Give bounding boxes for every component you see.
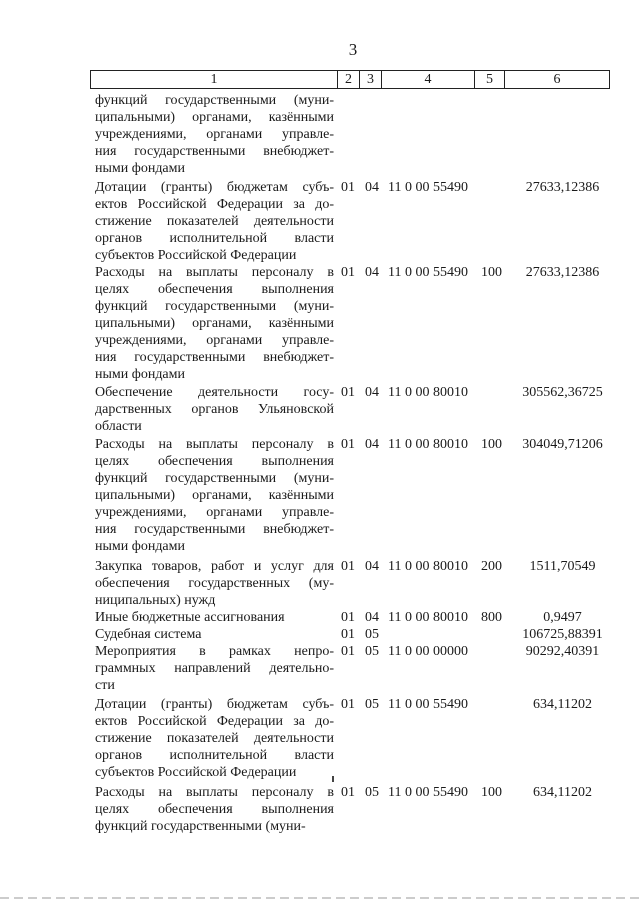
header-col-1: 1	[91, 71, 338, 88]
header-col-4: 4	[382, 71, 475, 88]
description-line: Дотации (гранты) бюджетам субъ-	[95, 697, 334, 712]
cell-c2: 01	[341, 610, 355, 625]
page-number: 3	[348, 40, 358, 59]
cell-c2: 01	[341, 785, 355, 800]
cell-c6: 305562,36725	[522, 385, 603, 400]
cell-c5: 100	[481, 265, 502, 280]
header-col-5: 5	[475, 71, 505, 88]
description-line: ектов Российской Федерации за до-	[95, 714, 334, 729]
cell-c6: 634,11202	[533, 785, 592, 800]
row-description	[95, 626, 334, 643]
cell-c5: 100	[481, 437, 502, 452]
description-line: органов исполнительной власти	[95, 231, 334, 246]
description-line: Расходы на выплаты персоналу в	[95, 265, 334, 280]
cell-c3: 04	[365, 385, 379, 400]
description-line: субъектов Российской Федерации	[95, 765, 297, 780]
cell-c3: 05	[365, 627, 379, 642]
row-description	[95, 264, 334, 383]
description-line: ципальными) органами, казёнными	[95, 316, 334, 331]
cell-c2: 01	[341, 627, 355, 642]
cell-c2: 01	[341, 265, 355, 280]
cell-c3: 05	[365, 644, 379, 659]
cell-c4: 11 0 00 00000	[388, 644, 468, 659]
description-line: Закупка товаров, работ и услуг для	[95, 559, 334, 574]
row-description	[95, 643, 334, 694]
cell-c3: 04	[365, 437, 379, 452]
scan-speck	[332, 776, 334, 782]
row-description	[95, 609, 334, 626]
cell-c4: 11 0 00 80010	[388, 610, 468, 625]
cell-c6: 90292,40391	[525, 644, 600, 659]
cell-c6: 0,9497	[543, 610, 582, 625]
description-line: учреждениями, органами управле-	[95, 127, 334, 142]
description-line: Иные бюджетные ассигнования	[95, 610, 285, 625]
header-col-3: 3	[360, 71, 382, 88]
cell-c3: 04	[365, 265, 379, 280]
cell-c3: 05	[365, 697, 379, 712]
cell-c6: 634,11202	[533, 697, 592, 712]
cell-c6: 106725,88391	[522, 627, 603, 642]
row-description	[95, 179, 334, 264]
description-line: ния государственными внебюджет-	[95, 350, 334, 365]
description-line: Обеспечение деятельности госу-	[95, 385, 334, 400]
row-description	[95, 92, 334, 177]
cell-c5: 100	[481, 785, 502, 800]
cell-c6: 27633,12386	[525, 265, 600, 280]
description-line: учреждениями, органами управле-	[95, 333, 334, 348]
description-line: стижение показателей деятельности	[95, 214, 334, 229]
description-line: области	[95, 419, 142, 434]
row-description	[95, 696, 334, 781]
description-line: стижение показателей деятельности	[95, 731, 334, 746]
row-description	[95, 558, 334, 609]
description-line: ными фондами	[95, 161, 186, 176]
description-line: Дотации (гранты) бюджетам субъ-	[95, 180, 334, 195]
description-line: целях обеспечения выполнения	[95, 282, 334, 297]
cell-c4: 11 0 00 55490	[388, 265, 468, 280]
description-line: функций государственными (муни-	[95, 471, 334, 486]
description-line: ниципальных) нужд	[95, 593, 216, 608]
description-line: ными фондами	[95, 367, 186, 382]
cell-c3: 05	[365, 785, 379, 800]
description-line: обеспечения государственных (му-	[95, 576, 334, 591]
header-col-2: 2	[338, 71, 360, 88]
description-line: субъектов Российской Федерации	[95, 248, 297, 263]
description-line: Мероприятия в рамках непро-	[95, 644, 334, 659]
cell-c2: 01	[341, 180, 355, 195]
description-line: Расходы на выплаты персоналу в	[95, 785, 334, 800]
description-line: ния государственными внебюджет-	[95, 144, 334, 159]
header-col-6: 6	[553, 72, 561, 87]
row-description	[95, 436, 334, 555]
cell-c4: 11 0 00 80010	[388, 385, 468, 400]
description-line: Судебная система	[95, 627, 202, 642]
cell-c3: 04	[365, 559, 379, 574]
cell-c4: 11 0 00 55490	[388, 697, 468, 712]
description-line: сти	[95, 678, 115, 693]
cell-c6: 27633,12386	[525, 180, 600, 195]
cell-c3: 04	[365, 180, 379, 195]
cell-c4: 11 0 00 55490	[388, 785, 468, 800]
cell-c3: 04	[365, 610, 379, 625]
row-description	[95, 784, 334, 835]
description-line: дарственных органов Ульяновской	[95, 402, 334, 417]
row-description	[95, 384, 334, 435]
cell-c4: 11 0 00 55490	[388, 180, 468, 195]
cell-c2: 01	[341, 644, 355, 659]
description-line: ными фондами	[95, 539, 186, 554]
description-line: учреждениями, органами управле-	[95, 505, 334, 520]
cell-c6: 304049,71206	[522, 437, 603, 452]
cell-c2: 01	[341, 559, 355, 574]
description-line: функций государственными (муни-	[95, 299, 334, 314]
cell-c2: 01	[341, 385, 355, 400]
description-line: ектов Российской Федерации за до-	[95, 197, 334, 212]
description-line: Расходы на выплаты персоналу в	[95, 437, 334, 452]
cell-c5: 200	[481, 559, 502, 574]
description-line: ципальными) органами, казёнными	[95, 488, 334, 503]
cell-c4: 11 0 00 80010	[388, 559, 468, 574]
cell-c6: 1511,70549	[529, 559, 596, 574]
description-line: функций государственными (муни-	[95, 819, 306, 834]
description-line: ципальными) органами, казёнными	[95, 110, 334, 125]
cell-c4: 11 0 00 80010	[388, 437, 468, 452]
cell-c2: 01	[341, 437, 355, 452]
cell-c5: 800	[481, 610, 502, 625]
description-line: органов исполнительной власти	[95, 748, 334, 763]
scan-edge	[0, 897, 640, 899]
description-line: целях обеспечения выполнения	[95, 802, 334, 817]
cell-c2: 01	[341, 697, 355, 712]
description-line: граммных направлений деятельно-	[95, 661, 334, 676]
description-line: целях обеспечения выполнения	[95, 454, 334, 469]
description-line: ния государственными внебюджет-	[95, 522, 334, 537]
description-line: функций государственными (муни-	[95, 93, 334, 108]
